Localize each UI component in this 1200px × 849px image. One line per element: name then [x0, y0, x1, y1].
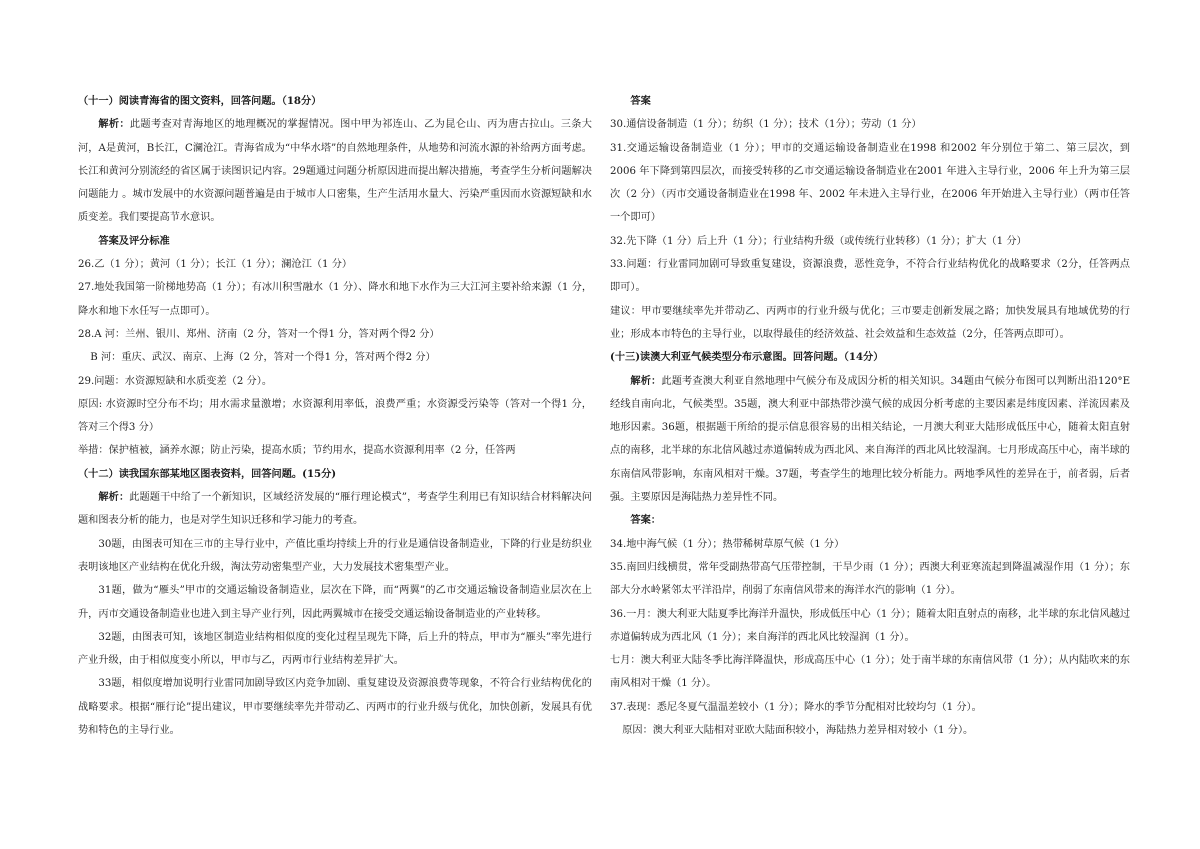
- analysis-label: 解析：: [98, 491, 130, 504]
- left-paragraph: [78, 90, 592, 113]
- paragraph-text: 此题题干中给了一个新知识，区域经济发展的“雁行理论模式”，考查学生利用已有知识结合材料解决问题和图表分析的能力，也是对学生知识迁移和学习能力的考查。: [78, 492, 592, 527]
- right-paragraph: [610, 253, 1130, 300]
- right-paragraph: [610, 719, 1130, 742]
- left-paragraph: [78, 323, 592, 346]
- paragraph-text: 原因: 水资源时空分布不均；用水需求量激增；水资源利用率低，浪费严重；水资源受污染等（答对一个得1 分，答对三个得3 分）: [78, 398, 592, 434]
- paragraph-text: 答案及评分标准: [98, 234, 170, 247]
- analysis-label: 解析：: [98, 118, 130, 131]
- left-column: [78, 90, 592, 742]
- right-paragraph: [610, 346, 1130, 369]
- paragraph-text: （十二）读我国东部某地区图表资料，回答问题。(15分): [78, 467, 337, 480]
- right-paragraph: [610, 509, 1130, 532]
- paragraph-text: 28.A 河：兰州、银川、郑州、济南（2 分，答对一个得1 分，答对两个得2 分）: [78, 328, 440, 340]
- paragraph-text: （十一）阅读青海省的图文资料，回答问题。（18分）: [78, 95, 322, 107]
- paragraph-text: 举措：保护植被，涵养水源；防止污染，提高水质；节约用水，提高水资源利用率（2 分，任答两: [78, 445, 516, 457]
- paragraph-text: 36.一月：澳大利亚大陆夏季比海洋升温快，形成低压中心（1 分）；随着太阳直射点的南移，北半球的东北信风越过赤道偏转成为西北风（1 分）；来自海洋的西北风比较湿润（1 分）。: [610, 608, 1131, 643]
- paragraph-text: (十三)读澳大利亚气候类型分布示意图。回答问题。（14分）: [610, 351, 884, 364]
- paragraph-text: 31.交通运输设备制造业（1 分）；甲市的交通运输设备制造业在1998 和2002 年分别位于第二、第三层次，到2006 年下降到第四层次，而接受转移的乙市交通运输设备制造业在2001 年进入主导行业，2006 年上升为第三层次（2 分）（丙市交通设备制造业在1998 年、2002 年未进入主导行业，在2006 年开始进入主导行业）（两市任答一个即可）: [610, 142, 1130, 224]
- paragraph-text: 27.地处我国第一阶梯地势高（1 分）；有冰川积雪融水（1 分）、降水和地下水作为三大江河主要补给来源（1 分，降水和地下水任写一点即可）。: [78, 282, 592, 317]
- paragraph-text: 七月：澳大利亚大陆冬季比海洋降温快，形成高压中心（1 分）；处于南半球的东南信风带（1 分）；从内陆吹来的东南风相对干燥（1 分）。: [610, 655, 1130, 690]
- paragraph-text: 答案：: [630, 514, 661, 527]
- left-paragraph: [78, 276, 592, 323]
- paragraph-text: 32.先下降（1 分）后上升（1 分）；行业结构升级（或传统行业转移）（1 分）；扩大（1 分）: [610, 235, 1027, 247]
- right-paragraph: [610, 533, 1130, 556]
- paragraph-text: 35.南回归线横贯，常年受副热带高气压带控制，干旱少雨（1 分）；西澳大利亚寒流起到降温减湿作用（1 分）；东部大分水岭紧邻太平洋沿岸，削弱了东南信风带来的海洋水汽的影响（1 分）。: [610, 561, 1130, 597]
- paragraph-text: 29.问题：水资源短缺和水质变差（2 分）。: [78, 375, 273, 387]
- right-paragraph: [610, 370, 1130, 510]
- left-paragraph: [78, 230, 592, 253]
- left-paragraph: [78, 626, 592, 673]
- right-paragraph: [610, 113, 1130, 136]
- left-paragraph: [78, 370, 592, 393]
- paragraph-text: 此题考查对青海地区的地理概况的掌握情况。图中甲为祁连山、乙为昆仑山、丙为唐古拉山。三条大河，A是黄河，B长江，C澜沧江。青海省成为“中华水塔”的自然地理条件，从地势和河流水源的补给两方面考虑。长江和黄河分别流经的省区属于读图识记内容。29题通过问题分析原因进而提出解决措施，考查学生分析问题解决问题能力 。城市发展中的水资源问题普遍是由于城市人口密集，生产生活用水量大、污染严重因而水资源短缺和水质变差。我们要提高节水意识。: [78, 119, 592, 224]
- left-paragraph: [78, 439, 592, 462]
- paragraph-text: 33题，相似度增加说明行业雷同加剧导致区内竞争加剧、重复建设及资源浪费等现象，不符合行业结构优化的战略要求。根据“雁行论”提出建议，甲市要继续率先并带动乙、丙两市的行业升级与优化，加快创新，发展具有优势和特色的主导行业。: [78, 678, 592, 737]
- right-paragraph: [610, 556, 1130, 603]
- left-paragraph: [78, 463, 592, 486]
- left-paragraph: [78, 486, 592, 533]
- right-paragraph: [610, 90, 1130, 113]
- left-paragraph: [78, 579, 592, 626]
- paragraph-text: 31题，做为“雁头”甲市的交通运输设备制造业，层次在下降，而“两翼”的乙市交通运输设备制造业层次在上升，丙市交通设备制造业也进入到主导产业行列，因此两翼城市在接受交通运输设备制造业的产业转移。: [78, 585, 592, 620]
- right-paragraph: [610, 649, 1130, 696]
- left-paragraph: [78, 393, 592, 440]
- paragraph-text: 26.乙（1 分）；黄河（1 分）；长江（1 分）；澜沧江（1 分）: [78, 259, 353, 271]
- left-paragraph: [78, 533, 592, 580]
- paragraph-text: 37.表现：悉尼冬夏气温温差较小（1 分）；降水的季节分配相对比较均匀（1 分）。: [610, 701, 982, 713]
- paragraph-text: 34.地中海气候（1 分）；热带稀树草原气候（1 分）: [610, 538, 845, 550]
- paragraph-text: 30.通信设备制造（1 分）；纺织（1 分）；技术（1分）；劳动（1 分）: [610, 119, 922, 131]
- analysis-label: 解析：: [630, 374, 662, 387]
- paragraph-text: B 河：重庆、武汉、南京、上海（2 分，答对一个得1 分，答对两个得2 分）: [90, 352, 436, 364]
- right-column: [610, 90, 1130, 742]
- left-paragraph: [78, 113, 592, 229]
- right-paragraph: [610, 137, 1130, 230]
- right-paragraph: [610, 300, 1130, 347]
- right-paragraph: [610, 230, 1130, 253]
- paragraph-text: 建议：甲市要继续率先并带动乙、丙两市的行业升级与优化；三市要走创新发展之路；加快发展具有地域优势的行业；形成本市特色的主导行业，以取得最佳的经济效益、社会效益和生态效益（2分，任答两点即可）。: [610, 305, 1130, 340]
- paragraph-text: 此题考查澳大利亚自然地理中气候分布及成因分析的相关知识。34题由气候分布图可以判断出沿120°E 经线自南向北，气候类型。35题，澳大利亚中部热带沙漠气候的成因分析考虑的主要因素是纬度因素、洋流因素及地形因素。36题，根据题干所给的提示信息很容易的出相关结论，一月澳大利亚大陆形成低压中心，随着太阳直射点的南移，北半球的东北信风越过赤道偏转成为西北风、来自海洋的西北风比较湿润。七月形成高压中心，南半球的东南信风带影响，东南风相对干燥。37题，考查学生的地理比较分析能力。两地季风性的差异在于，前者弱，后者强。主要原因是海陆热力差异性不同。: [610, 375, 1131, 504]
- right-paragraph: [610, 603, 1130, 650]
- paragraph-text: 32题，由图表可知，该地区制造业结构相似度的变化过程呈现先下降，后上升的特点，甲市为“雁头”率先进行产业升级，由于相似度变小所以，甲市与乙，丙两市行业结构差异扩大。: [78, 631, 592, 667]
- left-paragraph: [78, 346, 592, 369]
- left-paragraph: [78, 672, 592, 742]
- paragraph-text: 30题，由图表可知在三市的主导行业中，产值比重均持续上升的行业是通信设备制造业，下降的行业是纺织业表明该地区产业结构在优化升级，淘汰劳动密集型产业，大力发展技术密集型产业。: [78, 538, 592, 573]
- left-paragraph: [78, 253, 592, 276]
- right-paragraph: [610, 696, 1130, 719]
- paragraph-text: 33.问题：行业雷同加剧可导致重复建设，资源浪费，恶性竞争，不符合行业结构优化的战略要求（2分，任答两点即可）。: [610, 259, 1130, 294]
- paragraph-text: 答案: [630, 95, 651, 107]
- paragraph-text: 原因：澳大利亚大陆相对亚欧大陆面积较小，海陆热力差异相对较小（1 分）。: [622, 725, 974, 737]
